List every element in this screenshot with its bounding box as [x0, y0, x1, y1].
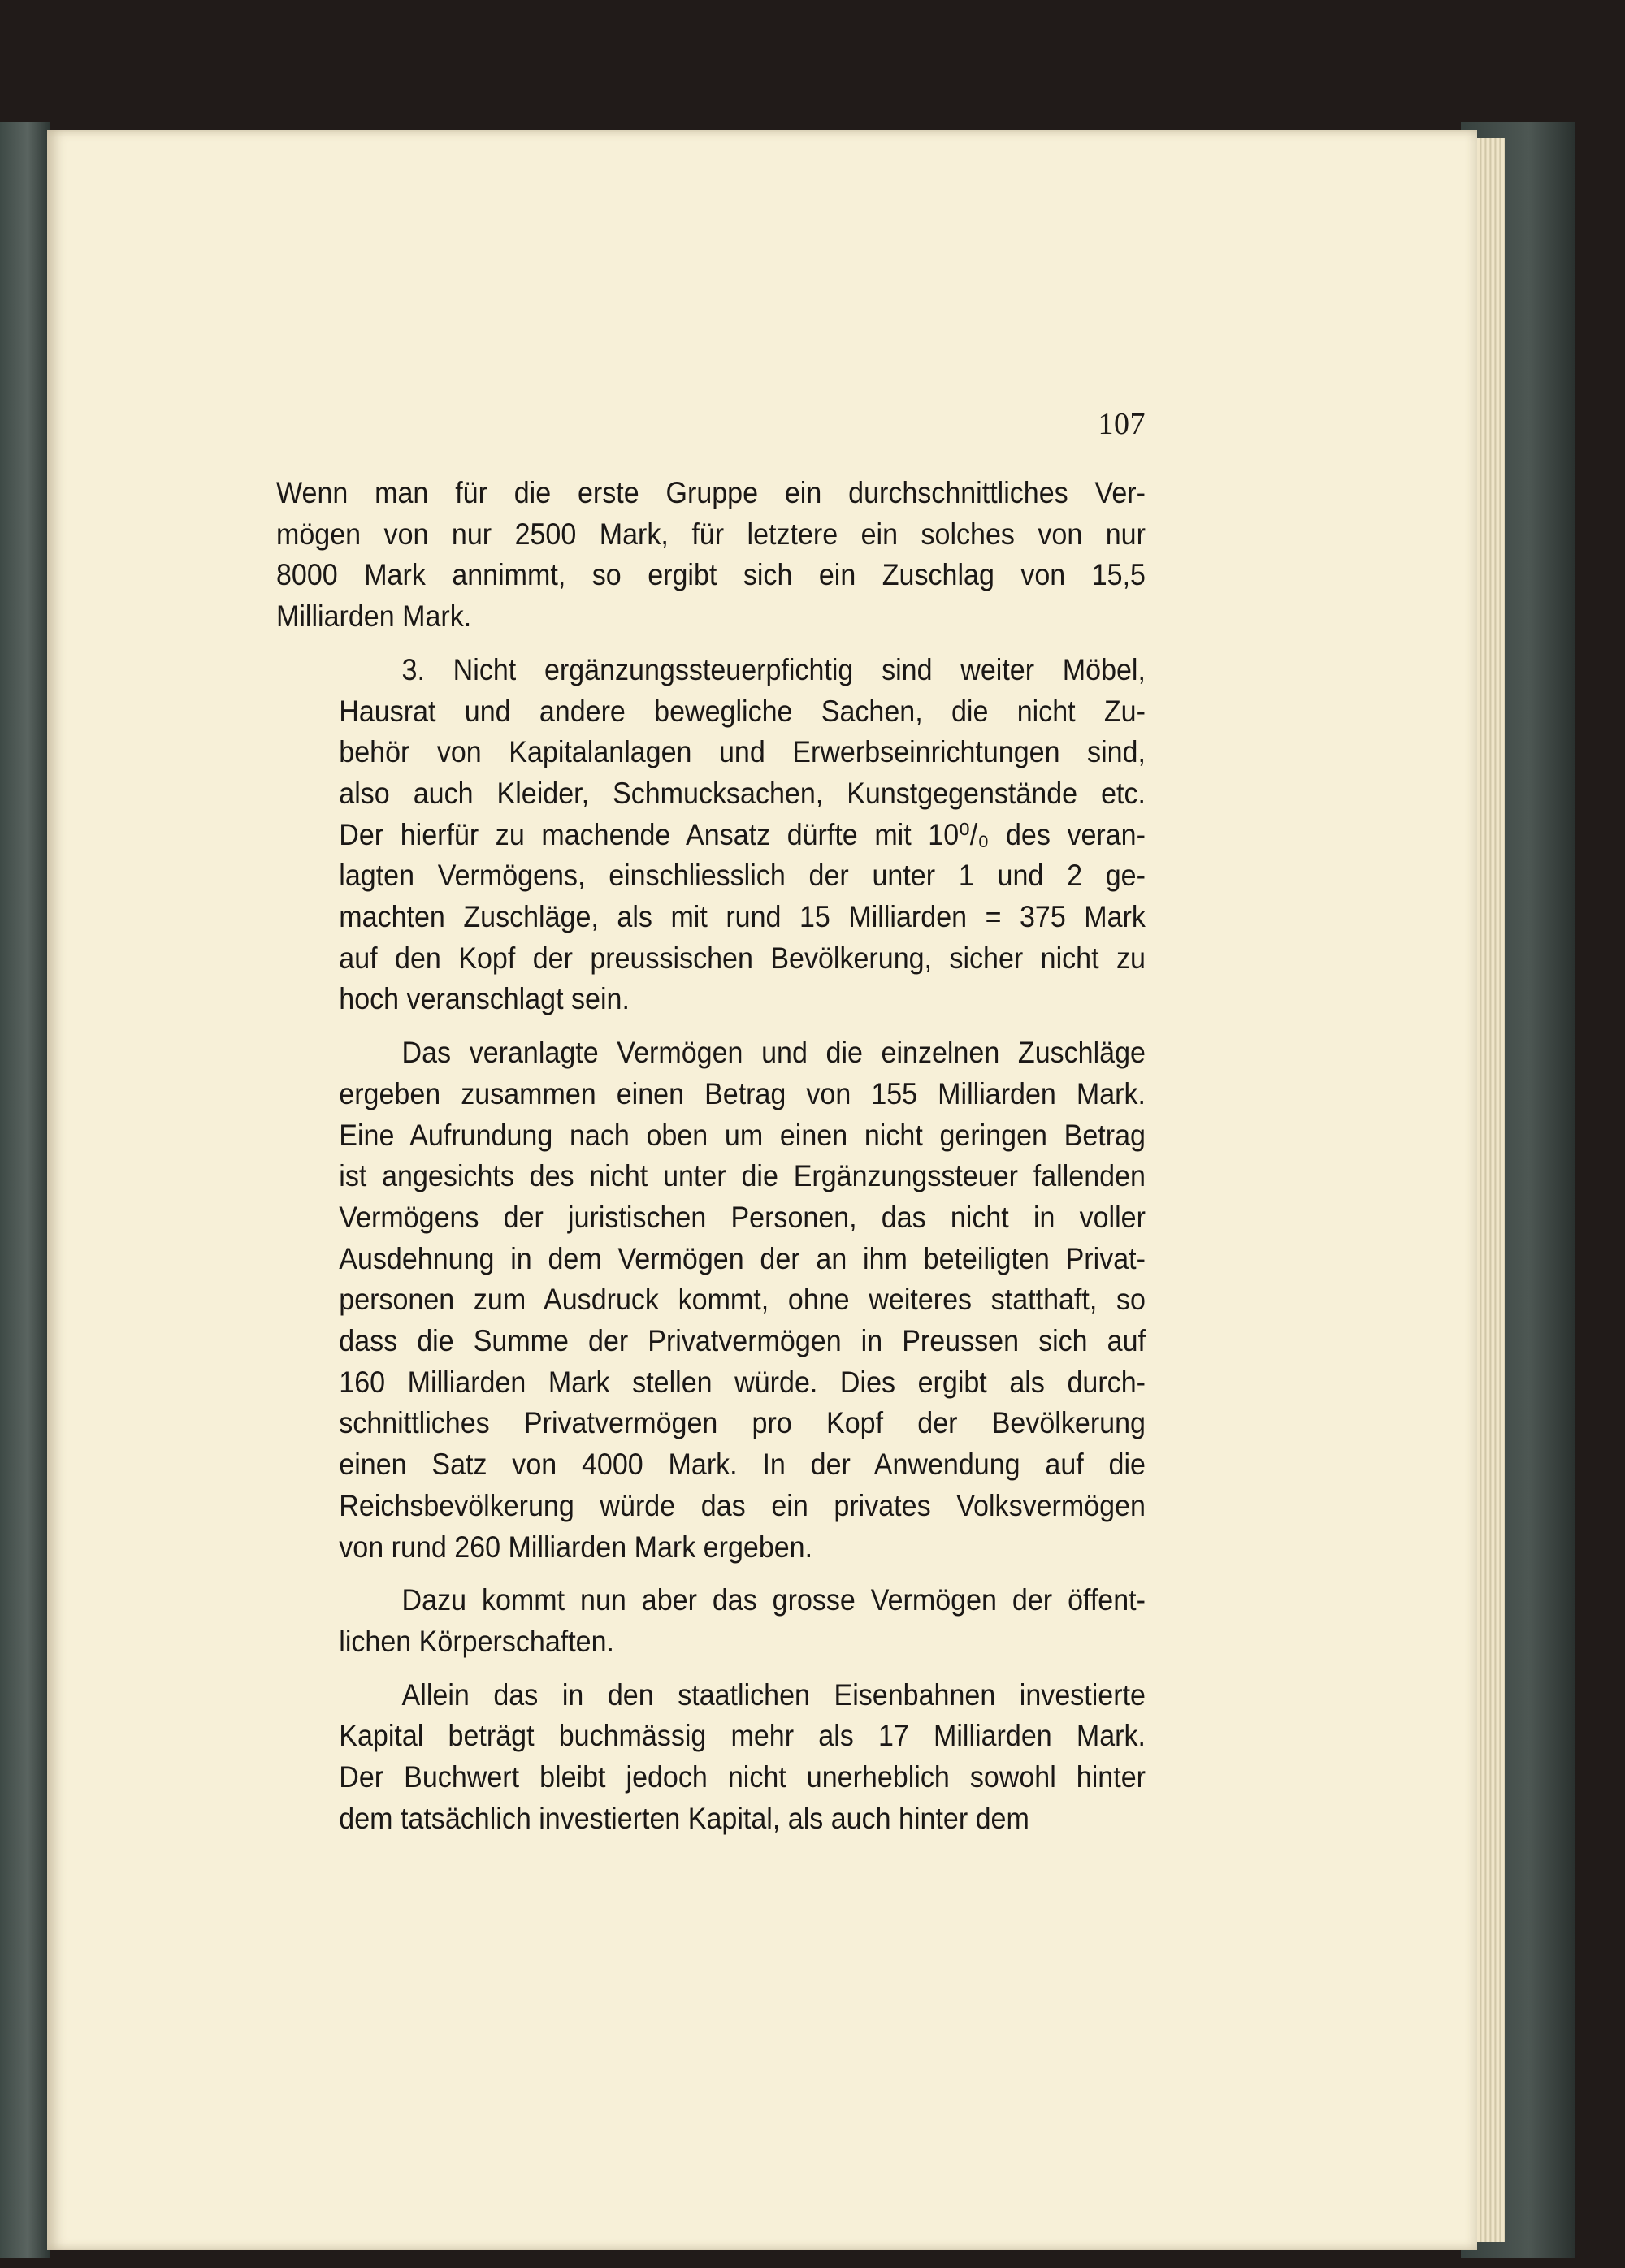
text-line: Dazu kommt nun aber das grosse Vermögen der öffent- — [401, 1583, 1146, 1617]
text-line: Ausdehnung in dem Vermögen der an ihm beteiligten Privat- — [339, 1241, 1146, 1275]
page-number: 107 — [1098, 407, 1146, 441]
text-line: Reichsbevölkerung würde das ein privates Volksvermögen — [339, 1488, 1146, 1522]
text-line: dass die Summe der Privatvermögen in Preussen sich auf — [339, 1324, 1146, 1358]
text-line: Hausrat und andere bewegliche Sachen, die nicht Zu- — [339, 694, 1146, 728]
page-body-text — [276, 473, 1146, 1852]
text-line: mögen von nur 2500 Mark, für letztere ein solches von nur — [276, 517, 1146, 551]
text-line: personen zum Ausdruck kommt, ohne weiteres statthaft, so — [339, 1283, 1146, 1317]
paragraph-5 — [276, 1675, 1146, 1840]
text-line: ergeben zusammen einen Betrag von 155 Milliarden Mark. — [339, 1076, 1146, 1110]
text-line: Das veranlagte Vermögen und die einzelnen Zuschläge — [401, 1036, 1146, 1070]
paragraph-2 — [276, 650, 1146, 1020]
text-line: Milliarden Mark. — [276, 599, 472, 634]
text-line: auf den Kopf der preussischen Bevölkerung, sicher nicht zu — [339, 941, 1146, 975]
text-line: dem tatsächlich investierten Kapital, als auch hinter dem — [339, 1801, 1029, 1835]
text-line: 8000 Mark annimmt, so ergibt sich ein Zuschlag von 15,5 — [276, 558, 1146, 592]
page-body-inner — [276, 473, 1146, 1840]
text-line: Vermögens der juristischen Personen, das nicht in voller — [339, 1200, 1146, 1234]
text-line: Eine Aufrundung nach oben um einen nicht geringen Betrag — [339, 1118, 1146, 1152]
text-line: Der Buchwert bleibt jedoch nicht unerheblich sowohl hinter — [339, 1760, 1146, 1794]
text-line: von rund 260 Milliarden Mark ergeben. — [339, 1530, 813, 1564]
paragraph-3 — [276, 1032, 1146, 1568]
text-line: ist angesichts des nicht unter die Ergänzungssteuer fallenden — [339, 1159, 1146, 1193]
text-line: Allein das in den staatlichen Eisenbahnen investierte — [401, 1677, 1146, 1712]
text-line: schnittliches Privatvermögen pro Kopf der Bevölkerung — [339, 1406, 1146, 1440]
text-line: machten Zuschläge, als mit rund 15 Milliarden = 375 Mark — [339, 900, 1146, 934]
text-line: 3. Nicht ergänzungssteuerpfichtig sind weiter Möbel, — [401, 652, 1146, 686]
paragraph-4 — [276, 1580, 1146, 1662]
text-line: Der hierfür zu machende Ansatz dürfte mit 10⁰/₀ des veran- — [339, 817, 1146, 851]
text-line: behör von Kapitalanlagen und Erwerbseinrichtungen sind, — [339, 735, 1146, 769]
paragraph-1 — [276, 473, 1146, 638]
text-line: einen Satz von 4000 Mark. In der Anwendung auf die — [339, 1448, 1146, 1482]
text-line: also auch Kleider, Schmucksachen, Kunstgegenstände etc. — [339, 776, 1146, 810]
book-cover-left-edge — [0, 122, 50, 2258]
text-line: 160 Milliarden Mark stellen würde. Dies ergibt als durch- — [339, 1365, 1146, 1399]
text-line: Kapital beträgt buchmässig mehr als 17 Milliarden Mark. — [339, 1719, 1146, 1753]
text-line: lagten Vermögens, einschliesslich der unter 1 und 2 ge- — [339, 859, 1146, 893]
text-line: hoch veranschlagt sein. — [339, 982, 630, 1016]
text-line: Wenn man für die erste Gruppe ein durchschnittliches Ver- — [276, 476, 1146, 509]
text-line: lichen Körperschaften. — [339, 1624, 614, 1658]
